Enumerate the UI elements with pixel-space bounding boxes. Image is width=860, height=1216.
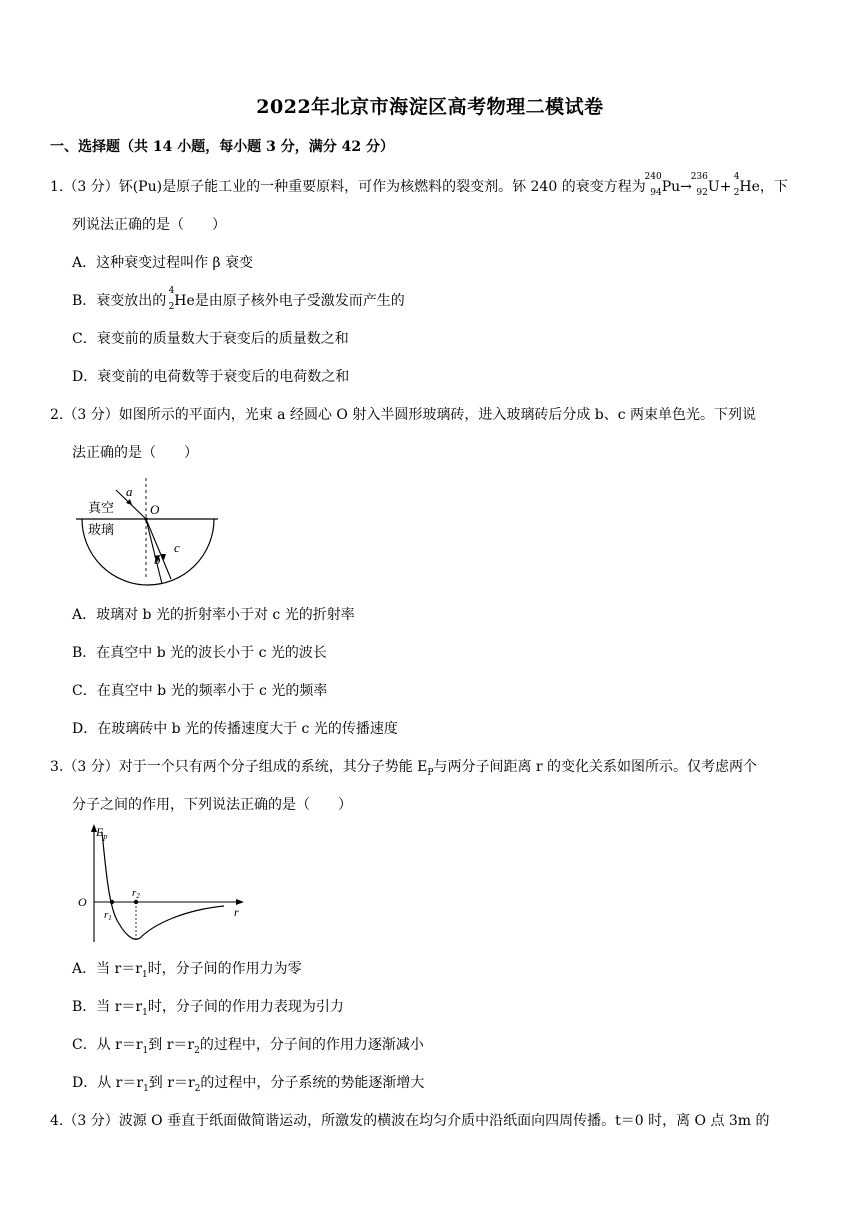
q3-option-a[interactable] [72, 958, 302, 980]
q3-label-r1: r1 [104, 909, 112, 922]
q2-label-b: b [154, 552, 161, 567]
q1-option-d[interactable]: D．衰变前的电荷数等于衰变后的电荷数之和 [72, 369, 350, 385]
q1-eq-pu-mass: 240 [644, 172, 662, 182]
q1-option-c[interactable]: C．衰变前的质量数大于衰变后的质量数之和 [72, 331, 349, 347]
q3-option-b[interactable] [72, 996, 344, 1018]
q3-option-a-pre: A．当 r＝r [72, 961, 142, 977]
q3-option-c-sub1: 1 [142, 1045, 149, 1056]
q2-refraction-figure [74, 476, 224, 588]
q1-eq-u-mass: 236 [690, 172, 708, 182]
q3-option-c-sub2: 2 [194, 1045, 200, 1056]
q1-option-b[interactable] [72, 286, 405, 312]
q3-option-d[interactable] [72, 1072, 424, 1094]
q3-stem-line1 [50, 756, 810, 778]
q1-option-b-he [166, 286, 175, 312]
q1-eq-u [690, 172, 708, 198]
q3-label-O: O [78, 895, 87, 909]
q2-label-c: c [174, 540, 180, 555]
q1-eq-he-symbol: He [739, 179, 760, 195]
q3-potential-graph [74, 822, 250, 946]
q1-stem-line1 [50, 172, 810, 198]
q3-option-c[interactable] [72, 1034, 424, 1056]
q2-label-vacuum: 真空 [88, 500, 115, 515]
q1-option-b-post: 是由原子核外电子受激发而产生的 [194, 293, 405, 309]
q2-label-a: a [126, 484, 133, 499]
q3-option-c-pre: C．从 r＝r [72, 1037, 143, 1053]
q3-option-c-mid: 到 r＝r [148, 1037, 195, 1053]
q3-option-a-sub: 1 [141, 969, 148, 980]
q1-eq-he-mass: 4 [733, 172, 740, 182]
q3-label-r2: r2 [132, 887, 140, 900]
q1-eq-u-charge: 92 [696, 188, 708, 198]
q1-stem-text: 1.（3 分）钚(Pu)是原子能工业的一种重要原料，可作为核燃料的裂变剂。钚 240 的衰变方程为 [50, 179, 646, 195]
q1-eq-u-symbol: U [707, 179, 720, 195]
q2-center-point [144, 517, 147, 520]
q1-eq-he-charge: 2 [733, 188, 740, 198]
q2-label-O: O [150, 502, 160, 517]
q3-option-a-post: 时，分子间的作用力为零 [147, 961, 302, 977]
q3-stem-line2: 分子之间的作用，下列说法正确的是（ ） [72, 797, 352, 813]
q3-option-d-mid: 到 r＝r [148, 1075, 195, 1091]
page-title: 2022年北京市海淀区高考物理二模试卷 [256, 96, 604, 118]
q3-label-Ep: $E_p$ [96, 825, 108, 841]
q1-eq-pu [644, 172, 662, 198]
q2-option-b[interactable]: B．在真空中 b 光的波长小于 c 光的波长 [72, 645, 327, 661]
q4-stem-line1: 4.（3 分）波源 O 垂直于纸面做简谐运动，所激发的横波在均匀介质中沿纸面向四周传播。t＝0 时，离 O 点 3m 的 [50, 1113, 770, 1129]
q2-stem-line1: 2.（3 分）如图所示的平面内，光束 a 经圆心 O 射入半圆形玻璃砖，进入玻璃砖后分成 b、c 两束单色光。下列说 [50, 407, 757, 423]
section-heading: 一、选择题（共 14 小题，每小题 3 分，满分 42 分） [50, 139, 394, 155]
q2-option-c[interactable]: C．在真空中 b 光的频率小于 c 光的频率 [72, 683, 328, 699]
q3-stem-sub: P [427, 767, 434, 778]
q1-option-b-he-mass: 4 [168, 286, 175, 296]
q3-option-c-post: 的过程中，分子间的作用力逐渐减小 [199, 1037, 424, 1053]
q3-label-r: r [234, 905, 239, 919]
q3-option-d-post: 的过程中，分子系统的势能逐渐增大 [200, 1075, 425, 1091]
q3-ep-curve [102, 832, 224, 939]
q1-option-a[interactable]: A．这种衰变过程叫作 β 衰变 [72, 255, 254, 271]
q3-option-b-pre: B．当 r＝r [72, 999, 143, 1015]
q3-option-b-sub: 1 [142, 1007, 148, 1018]
q3-option-d-sub2: 2 [194, 1083, 201, 1094]
q1-eq-pu-symbol: Pu [661, 179, 681, 195]
q2-label-glass: 玻璃 [88, 522, 115, 537]
q2-option-a[interactable]: A．玻璃对 b 光的折射率小于对 c 光的折射率 [72, 607, 355, 623]
q1-stem-line2: 列说法正确的是（ ） [72, 217, 226, 233]
q2-stem-line2: 法正确的是（ ） [72, 445, 198, 461]
q1-eq-he [731, 172, 740, 198]
q1-option-b-he-charge: 2 [168, 302, 175, 312]
q3-stem-text: 3.（3 分）对于一个只有两个分子组成的系统，其分子势能 E [50, 759, 428, 775]
q1-eq-arrow: → [680, 179, 692, 195]
q3-stem-text-b: 与两分子间距离 r 的变化关系如图所示。仅考虑两个 [433, 759, 758, 775]
q1-option-b-he-symbol: He [174, 293, 195, 309]
q2-option-d[interactable]: D．在玻璃砖中 b 光的传播速度大于 c 光的传播速度 [72, 721, 398, 737]
q3-option-b-post: 时，分子间的作用力表现为引力 [147, 999, 344, 1015]
q1-option-b-pre: B．衰变放出的 [72, 293, 167, 309]
q3-option-d-sub1: 1 [143, 1083, 149, 1094]
q3-option-d-pre: D．从 r＝r [72, 1075, 144, 1091]
q1-eq-pu-charge: 94 [650, 188, 662, 198]
q1-stem-tail: ，下 [759, 179, 788, 195]
q3-point-r1 [110, 900, 114, 904]
q1-eq-plus: + [719, 179, 732, 195]
